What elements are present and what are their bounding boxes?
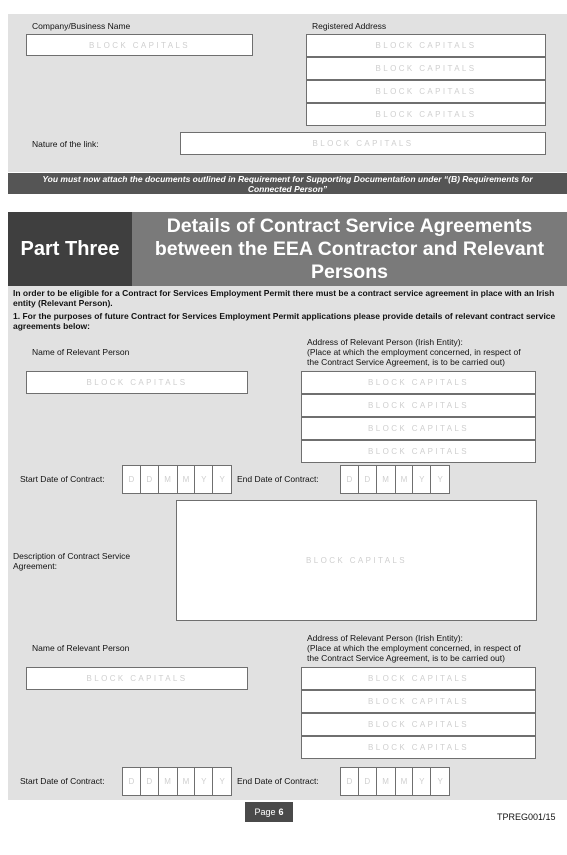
end-date-label: End Date of Contract: xyxy=(237,474,319,484)
date-digit-box[interactable]: M xyxy=(178,767,196,796)
date-digit-box[interactable]: D xyxy=(122,767,141,796)
date-digit-box[interactable]: D xyxy=(340,767,359,796)
end-date-label: End Date of Contract: xyxy=(237,776,319,786)
date-digit-box[interactable]: Y xyxy=(431,767,450,796)
description-textarea[interactable]: BLOCK CAPITALS xyxy=(176,500,537,621)
company-name-field[interactable]: BLOCK CAPITALS xyxy=(26,34,253,56)
relevant-person-address-line-2[interactable]: BLOCK CAPITALS xyxy=(301,394,536,417)
part-three-label-box xyxy=(8,212,132,286)
start-date-field[interactable] xyxy=(122,465,232,492)
start-date-label: Start Date of Contract: xyxy=(20,776,105,786)
relevant-person-name-field[interactable]: BLOCK CAPITALS xyxy=(26,667,248,690)
part-three-title-box xyxy=(132,212,567,286)
part-three-label: Part Three xyxy=(20,237,120,260)
attach-documents-text: You must now attach the documents outlined in Requirement for Supporting Documentation under “(B) Requirements for Connected Person” xyxy=(42,173,533,194)
date-digit-box[interactable]: M xyxy=(377,767,396,796)
relevant-person-address-line-2[interactable]: BLOCK CAPITALS xyxy=(301,690,536,713)
registered-address-label: Registered Address xyxy=(312,21,387,31)
date-digit-box[interactable]: D xyxy=(141,767,159,796)
relevant-person-name-field[interactable]: BLOCK CAPITALS xyxy=(26,371,248,394)
date-digit-box[interactable]: M xyxy=(377,465,396,494)
date-digit-box[interactable]: M xyxy=(396,465,414,494)
eligibility-text: In order to be eligible for a Contract for Services Employment Permit there must be a contract service agreement in place with an Irish entity (Relevant Person). xyxy=(13,288,555,308)
relevant-person-name-label: Name of Relevant Person xyxy=(32,643,130,653)
address-label-line: Address of Relevant Person (Irish Entity): xyxy=(307,633,463,643)
page-number-tab xyxy=(245,802,293,822)
registered-address-line-2[interactable]: BLOCK CAPITALS xyxy=(306,57,546,80)
date-digit-box[interactable]: Y xyxy=(213,465,232,494)
page-label: Page xyxy=(254,807,276,817)
end-date-field[interactable] xyxy=(340,465,450,492)
address-label-line: the Contract Service Agreement, is to be carried out) xyxy=(307,357,505,367)
page-number: 6 xyxy=(278,807,284,817)
nature-of-link-field[interactable]: BLOCK CAPITALS xyxy=(180,132,546,155)
address-label-line: (Place at which the employment concerned, in respect of xyxy=(307,347,521,357)
registered-address-line-3[interactable]: BLOCK CAPITALS xyxy=(306,80,546,103)
form-code: TPREG001/15 xyxy=(497,812,556,822)
address-label-line: (Place at which the employment concerned, in respect of xyxy=(307,643,521,653)
relevant-person-address-line-3[interactable]: BLOCK CAPITALS xyxy=(301,713,536,736)
date-digit-box[interactable]: D xyxy=(359,767,377,796)
company-name-label: Company/Business Name xyxy=(32,21,131,31)
date-digit-box[interactable]: Y xyxy=(431,465,450,494)
instruction-text: 1. For the purposes of future Contract for Services Employment Permit applications please provide details of relevant contract service agreements below: xyxy=(13,311,556,331)
date-digit-box[interactable]: Y xyxy=(195,465,213,494)
description-label: Description of Contract Service Agreement: xyxy=(13,551,131,571)
start-date-field[interactable] xyxy=(122,767,232,794)
relevant-person-address-label xyxy=(307,633,557,663)
registered-address-line-1[interactable]: BLOCK CAPITALS xyxy=(306,34,546,57)
relevant-person-address-line-1[interactable]: BLOCK CAPITALS xyxy=(301,667,536,690)
relevant-person-address-line-1[interactable]: BLOCK CAPITALS xyxy=(301,371,536,394)
end-date-field[interactable] xyxy=(340,767,450,794)
date-digit-box[interactable]: M xyxy=(396,767,414,796)
relevant-person-address-line-4[interactable]: BLOCK CAPITALS xyxy=(301,736,536,759)
attach-documents-notice xyxy=(8,173,567,194)
date-digit-box[interactable]: Y xyxy=(413,767,431,796)
address-label-line: Address of Relevant Person (Irish Entity): xyxy=(307,337,463,347)
registered-address-line-4[interactable]: BLOCK CAPITALS xyxy=(306,103,546,126)
date-digit-box[interactable]: D xyxy=(340,465,359,494)
date-digit-box[interactable]: Y xyxy=(195,767,213,796)
relevant-person-address-line-4[interactable]: BLOCK CAPITALS xyxy=(301,440,536,463)
date-digit-box[interactable]: M xyxy=(178,465,196,494)
relevant-person-name-label: Name of Relevant Person xyxy=(32,347,130,357)
date-digit-box[interactable]: M xyxy=(159,767,178,796)
nature-of-link-label: Nature of the link: xyxy=(32,139,99,149)
date-digit-box[interactable]: D xyxy=(122,465,141,494)
date-digit-box[interactable]: Y xyxy=(413,465,431,494)
date-digit-box[interactable]: D xyxy=(141,465,159,494)
address-label-line: the Contract Service Agreement, is to be carried out) xyxy=(307,653,505,663)
date-digit-box[interactable]: M xyxy=(159,465,178,494)
date-digit-box[interactable]: D xyxy=(359,465,377,494)
relevant-person-address-line-3[interactable]: BLOCK CAPITALS xyxy=(301,417,536,440)
start-date-label: Start Date of Contract: xyxy=(20,474,105,484)
date-digit-box[interactable]: Y xyxy=(213,767,232,796)
relevant-person-address-label xyxy=(307,337,557,367)
part-three-title: Details of Contract Service Agreements between the EEA Contractor and Relevant Persons xyxy=(154,214,545,283)
